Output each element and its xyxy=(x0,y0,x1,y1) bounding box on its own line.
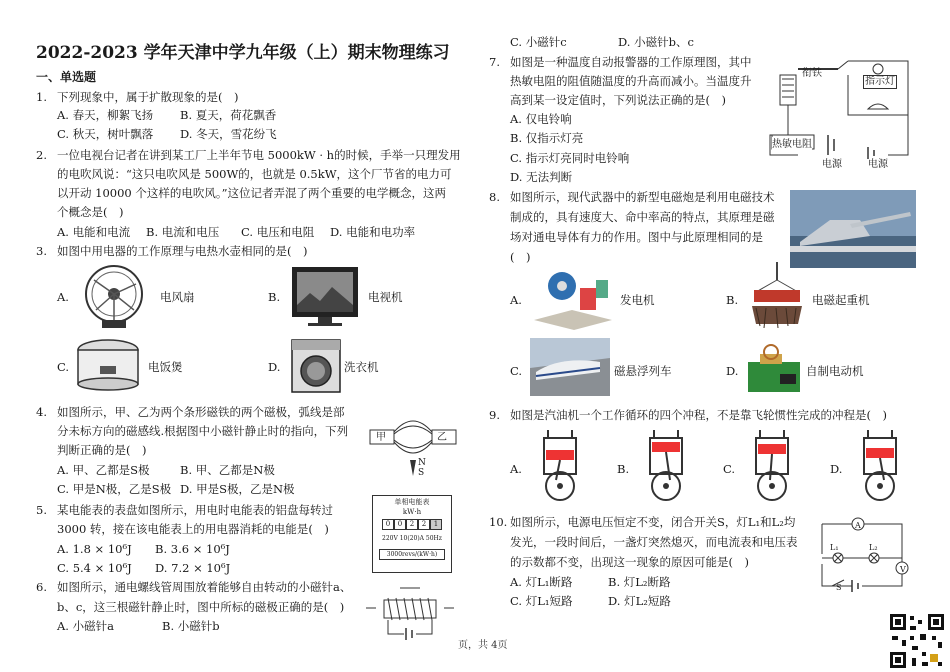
q10-option-c[interactable]: C. 灯L₁短路 xyxy=(510,594,573,608)
q8-number: 8. xyxy=(489,190,500,204)
q10-option-d[interactable]: D. 灯L₂短路 xyxy=(608,594,671,608)
engine-stroke-b xyxy=(636,428,696,504)
q10-stem-line3: 的示数都不变，出现这一现象的原因可能是( ) xyxy=(510,555,749,569)
q3-option-d-text: 洗衣机 xyxy=(344,360,379,374)
q10-fig-s: S xyxy=(836,583,842,592)
q2-option-b[interactable]: B. 电流和电压 xyxy=(146,225,220,239)
q3-option-d-label[interactable]: D. xyxy=(268,360,281,374)
solenoid-figure xyxy=(360,582,460,644)
meter-unit: kW·h xyxy=(402,508,422,516)
maglev-image xyxy=(530,338,610,396)
q2-option-a[interactable]: A. 电能和电流 xyxy=(57,225,131,239)
q9-option-b[interactable]: B. xyxy=(617,462,630,476)
homemade-motor-image xyxy=(746,340,802,396)
q6-option-d[interactable]: D. 小磁针b、c xyxy=(618,35,694,49)
meter-digits xyxy=(373,519,451,530)
q6-option-a[interactable]: A. 小磁针a xyxy=(57,619,114,633)
q10-stem-line1: 如图所示，电源电压恒定不变，闭合开关S，灯L₁和L₂均 xyxy=(510,515,796,529)
fan-image xyxy=(74,262,154,330)
railgun-photo xyxy=(790,190,916,268)
q10-fig-ammeter: A xyxy=(855,521,861,530)
tv-image xyxy=(290,265,360,327)
q4-fig-yi: 乙 xyxy=(437,432,447,443)
q8-option-d-label[interactable]: D. xyxy=(726,364,739,378)
page-title: 2022-2023 学年天津中学九年级（上）期末物理练习 xyxy=(36,43,450,63)
q2-option-d[interactable]: D. 电能和电功率 xyxy=(330,225,416,239)
circuit-figure xyxy=(812,514,912,592)
q9-stem: 如图是汽油机一个工作循环的四个冲程，不是靠飞轮惯性完成的冲程是( ) xyxy=(510,408,887,422)
crane-image xyxy=(748,262,806,332)
q2-stem-line4: 个概念是( ) xyxy=(57,205,124,219)
q7-fig-zhishideng: 指示灯 xyxy=(865,76,895,87)
meter-title: 单相电能表 xyxy=(394,498,430,506)
q4-option-c[interactable]: C. 甲是N极，乙是S极 xyxy=(57,482,172,496)
q6-stem-line2: b、c，这三根磁针静止时，图中所标的磁极正确的是( ) xyxy=(57,600,345,614)
q2-stem-line2: 的电吹风说：“这只电吹风是 500W的，也就是 0.5kW，这个厂节省的电力可 xyxy=(57,167,452,181)
q7-stem-line3: 高到某一设定值时，下列说法正确的是( ) xyxy=(510,93,726,107)
q1-stem: 下列现象中，属于扩散现象的是( ) xyxy=(57,90,239,104)
q3-option-b-label[interactable]: B. xyxy=(268,290,281,304)
q3-option-c-text: 电饭煲 xyxy=(148,360,183,374)
electric-meter-figure xyxy=(372,495,452,573)
q8-option-c-text: 磁悬浮列车 xyxy=(614,364,672,378)
q6-option-c[interactable]: C. 小磁针c xyxy=(510,35,567,49)
meter-rev: 3000revs/(kW·h) xyxy=(379,549,445,560)
q7-fig-xiantie: 衔铁 xyxy=(802,68,822,79)
meter-digit: 2 xyxy=(406,519,418,530)
q8-option-a-label[interactable]: A. xyxy=(510,293,522,307)
q4-option-b[interactable]: B. 甲、乙都是N极 xyxy=(180,463,275,477)
q9-number: 9. xyxy=(489,408,500,422)
q8-option-b-label[interactable]: B. xyxy=(726,293,739,307)
generator-image xyxy=(532,262,614,332)
q4-stem-line3: 判断正确的是( ) xyxy=(57,443,147,457)
q5-stem-line2: 3000 转，接在该电能表上的用电器消耗的电能是( ) xyxy=(57,522,329,536)
q8-stem-line4: ( ) xyxy=(510,250,531,264)
q6-option-b[interactable]: B. 小磁针b xyxy=(162,619,220,633)
q7-stem-line1: 如图是一种温度自动报警器的工作原理图，其中 xyxy=(510,55,752,69)
q3-option-a-text: 电风扇 xyxy=(160,290,195,304)
q8-option-d-text: 自制电动机 xyxy=(806,364,864,378)
q7-option-c[interactable]: C. 指示灯亮同时电铃响 xyxy=(510,151,630,165)
q10-number: 10. xyxy=(489,515,508,529)
q4-fig-jia: 甲 xyxy=(376,432,386,443)
q4-stem-line2: 分未标方向的磁感线.根据图中小磁针静止时的指向，下列 xyxy=(57,424,349,438)
q3-option-a-label[interactable]: A. xyxy=(57,290,69,304)
q1-option-c[interactable]: C. 秋天，树叶飘落 xyxy=(57,127,154,141)
section-heading: 一、单选题 xyxy=(36,70,97,84)
engine-stroke-c xyxy=(742,428,802,504)
q9-option-a[interactable]: A. xyxy=(510,462,522,476)
q3-stem: 如图中用电器的工作原理与电热水壶相同的是( ) xyxy=(57,244,308,258)
qr-code-icon xyxy=(888,612,946,670)
q8-stem-line2: 制成的，具有速度大、命中率高的特点，其原理是磁 xyxy=(510,210,775,224)
q6-stem-line1: 如图所示，通电螺线管周围放着能够自由转动的小磁针a、 xyxy=(57,580,352,594)
q7-stem-line2: 热敏电阻的阻值随温度的升高而减小。当温度升 xyxy=(510,74,752,88)
q2-number: 2. xyxy=(36,148,47,162)
meter-digit: 1 xyxy=(430,519,442,530)
q4-number: 4. xyxy=(36,405,47,419)
q7-fig-dianyuan2: 电源 xyxy=(868,159,888,170)
q8-stem-line1: 如图所示，现代武器中的新型电磁炮是利用电磁技术 xyxy=(510,190,775,204)
q10-fig-voltmeter: V xyxy=(900,565,906,574)
q7-option-b[interactable]: B. 仅指示灯亮 xyxy=(510,131,584,145)
q2-stem-line3: 以开动 10000 个这样的电吹风。”这位记者弄混了两个重要的电学概念，这两 xyxy=(57,186,447,200)
q4-stem-line1: 如图所示，甲、乙为两个条形磁铁的两个磁极，弧线是部 xyxy=(57,405,345,419)
rice-cooker-image xyxy=(74,336,142,392)
q8-stem-line3: 场对通电导体有力的作用。图中与此原理相同的是 xyxy=(510,230,763,244)
q3-option-c-label[interactable]: C. xyxy=(57,360,70,374)
q2-option-c[interactable]: C. 电压和电阻 xyxy=(241,225,315,239)
page-footer: 页，共 4页 xyxy=(458,640,508,651)
q10-fig-l1: L₁ xyxy=(830,543,839,552)
q5-option-d[interactable]: D. 7.2 × 10⁶J xyxy=(155,561,231,575)
q2-stem-line1: 一位电视台记者在讲到某工厂上半年节电 5000kW · h的时候，手举一只理发用 xyxy=(57,148,461,162)
meter-digit: 0 xyxy=(382,519,394,530)
q6-number: 6. xyxy=(36,580,47,594)
q4-fig-s: S xyxy=(418,468,425,478)
q5-number: 5. xyxy=(36,503,47,517)
alarm-circuit-figure xyxy=(768,55,916,170)
q1-option-a[interactable]: A. 春天，柳絮飞扬 xyxy=(57,108,154,122)
q9-option-d[interactable]: D. xyxy=(830,462,843,476)
engine-stroke-d xyxy=(850,428,910,504)
q7-option-d[interactable]: D. 无法判断 xyxy=(510,170,573,184)
q7-option-a[interactable]: A. 仅电铃响 xyxy=(510,112,572,126)
q5-option-c[interactable]: C. 5.4 × 10⁶J xyxy=(57,561,132,575)
q5-option-a[interactable]: A. 1.8 × 10⁶J xyxy=(57,542,132,556)
q3-number: 3. xyxy=(36,244,47,258)
meter-digit: 2 xyxy=(418,519,430,530)
q1-option-b[interactable]: B. 夏天，荷花飘香 xyxy=(180,108,277,122)
q10-option-a[interactable]: A. 灯L₁断路 xyxy=(510,575,573,589)
q4-option-d[interactable]: D. 甲是S极，乙是N极 xyxy=(180,482,295,496)
meter-digit: 0 xyxy=(394,519,406,530)
q7-number: 7. xyxy=(489,55,500,69)
q8-option-a-text: 发电机 xyxy=(620,293,655,307)
q10-option-b[interactable]: B. 灯L₂断路 xyxy=(608,575,671,589)
q1-number: 1. xyxy=(36,90,47,104)
engine-stroke-a xyxy=(530,428,590,504)
q7-fig-reminduzu: 热敏电阻 xyxy=(772,139,812,150)
q3-option-b-text: 电视机 xyxy=(368,290,403,304)
q4-fig-n: N xyxy=(418,458,426,468)
q7-fig-dianyuan1: 电源 xyxy=(822,159,842,170)
meter-spec: 220V 10(20)A 50Hz xyxy=(382,535,442,542)
q5-stem-line1: 某电能表的表盘如图所示，用电时电能表的铝盘每转过 xyxy=(57,503,333,517)
q8-option-c-label[interactable]: C. xyxy=(510,364,523,378)
q5-option-b[interactable]: B. 3.6 × 10⁶J xyxy=(155,542,230,556)
q10-fig-l2: L₂ xyxy=(869,543,878,552)
q10-stem-line2: 发光，一段时间后，一盏灯突然熄灭，而电流表和电压表 xyxy=(510,535,798,549)
washing-machine-image xyxy=(290,338,342,394)
q1-option-d[interactable]: D. 冬天，雪花纷飞 xyxy=(180,127,277,141)
q8-option-b-text: 电磁起重机 xyxy=(812,293,870,307)
q9-option-c[interactable]: C. xyxy=(723,462,736,476)
q4-option-a[interactable]: A. 甲、乙都是S极 xyxy=(57,463,150,477)
